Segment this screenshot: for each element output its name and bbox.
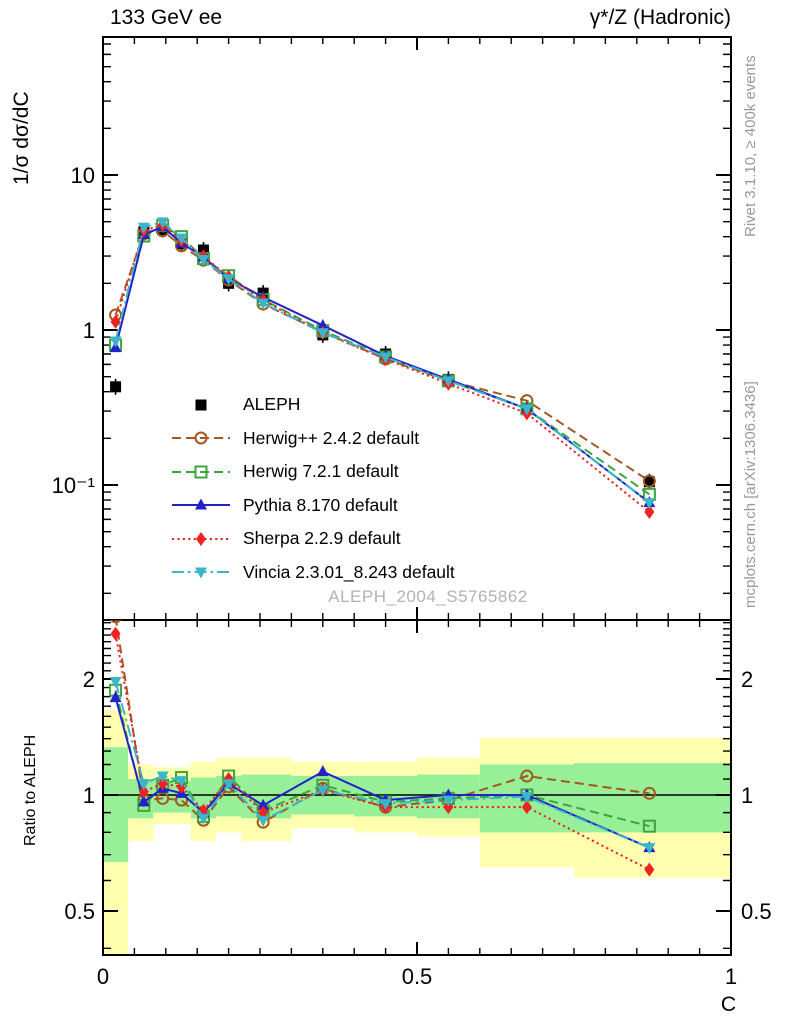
legend-marker-vincia [170,560,232,584]
legend-label-herwig7: Herwig 7.2.1 default [243,461,399,482]
x-axis-label: C [720,993,736,1016]
analysis-watermark: ALEPH_2004_S5765862 [328,587,528,606]
ratio-y-tick-label-left: 2 [82,667,95,692]
sherpa-data-point [111,315,121,329]
legend-label-vincia: Vincia 2.3.01_8.243 default [243,561,455,582]
ratio-y-tick-label-right: 1 [741,783,754,808]
vincia-data-point [110,336,122,347]
legend-marker-pythia [170,493,232,517]
x-tick-label: 0.5 [401,964,433,989]
main-y-tick-label: 10⁻¹ [51,473,95,498]
vincia-ratio-point [110,677,122,688]
rivet-version-note: Rivet 3.1.10, ≥ 400k events [742,55,759,237]
legend-label-herwigpp: Herwig++ 2.4.2 default [243,427,420,448]
ratio-y-tick-label-left: 1 [82,783,95,808]
legend-item-herwigpp [170,422,455,456]
legend-item-pythia [170,489,455,523]
main-y-tick-label: 1 [82,318,95,343]
legend-item-aleph [170,388,455,422]
sherpa-legend-glyph [196,532,206,546]
legend-item-sherpa [170,522,455,556]
x-tick-label: 1 [724,964,738,989]
legend-marker-herwigpp [170,426,232,450]
main-y-axis-label: 1/σ dσ/dC [10,91,33,185]
legend-marker-sherpa [170,527,232,551]
ratio-y-tick-label-right: 2 [741,667,754,692]
legend-item-herwig7 [170,455,455,489]
main-y-tick-label: 10 [70,163,95,188]
ratio-y-tick-label-left: 0.5 [64,899,95,924]
legend [170,388,455,589]
legend-marker-herwig7 [170,460,232,484]
aleph-legend-glyph [196,399,207,410]
plot-title-process: γ*/Z (Hadronic) [589,6,731,29]
aleph-data-point [110,381,121,392]
legend-label-aleph: ALEPH [243,394,301,415]
plot-title-energy: 133 GeV ee [110,6,223,29]
legend-label-pythia: Pythia 8.170 default [243,494,398,515]
mcplots-attribution-note: mcplots.cern.ch [arXiv:1306.3436] [742,381,759,609]
x-tick-label: 0 [96,964,110,989]
legend-marker-aleph [170,393,232,417]
ratio-y-tick-label-right: 0.5 [741,899,772,924]
legend-label-sherpa: Sherpa 2.2.9 default [243,528,401,549]
vincia-data-point [643,498,655,509]
legend-item-vincia [170,556,455,590]
ratio-y-axis-label: Ratio to ALEPH [22,734,39,847]
